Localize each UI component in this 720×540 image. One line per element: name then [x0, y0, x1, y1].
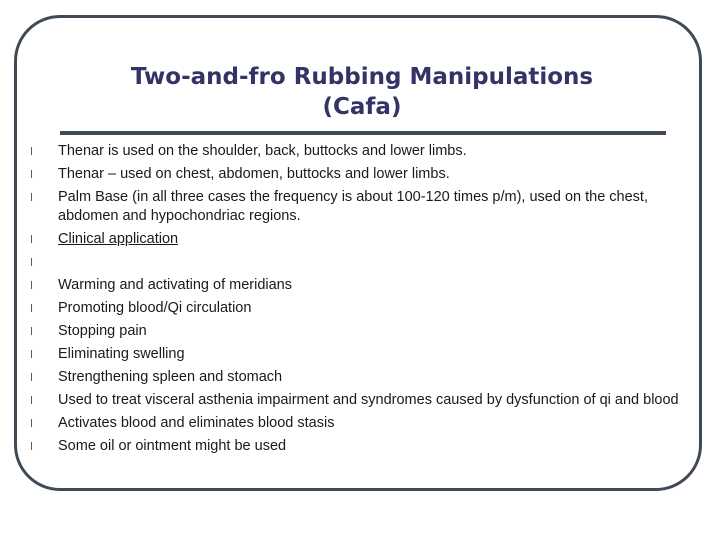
bullet-text: Thenar – used on chest, abdomen, buttocks and lower limbs.	[58, 166, 450, 182]
bullet-marker: l	[30, 191, 34, 204]
bullet-marker: l	[30, 325, 34, 338]
bullet-marker: l	[30, 348, 34, 361]
bullet-item	[30, 414, 680, 433]
bullet-item	[30, 345, 680, 364]
bullet-marker: l	[30, 440, 34, 453]
bullet-text: Activates blood and eliminates blood stasis	[58, 415, 335, 431]
bullet-marker: l	[30, 256, 34, 269]
bullet-item	[30, 230, 680, 249]
bullet-item	[30, 165, 680, 184]
bullet-item	[30, 276, 680, 295]
bullet-text: Eliminating swelling	[58, 346, 185, 362]
bullet-marker: l	[30, 279, 34, 292]
bullet-item	[30, 437, 680, 456]
bullet-text: Stopping pain	[58, 323, 147, 339]
bullet-item	[30, 299, 680, 318]
bullet-item	[30, 188, 680, 226]
bullet-list	[30, 142, 680, 460]
bullet-marker: l	[30, 371, 34, 384]
bullet-marker: l	[30, 394, 34, 407]
bullet-item	[30, 322, 680, 341]
bullet-item-empty	[30, 253, 680, 272]
bullet-text: Used to treat visceral asthenia impairment and syndromes caused by dysfunction of qi and blood	[58, 392, 679, 408]
bullet-marker: l	[30, 145, 34, 158]
bullet-item	[30, 368, 680, 387]
bullet-item	[30, 391, 680, 410]
bullet-text: Promoting blood/Qi circulation	[58, 300, 252, 316]
title-underline-rule	[60, 131, 666, 135]
bullet-marker: l	[30, 233, 34, 246]
bullet-text: Strengthening spleen and stomach	[58, 369, 283, 385]
slide-title	[60, 62, 664, 122]
bullet-text: Thenar is used on the shoulder, back, buttocks and lower limbs.	[58, 143, 467, 159]
bullet-text: Warming and activating of meridians	[58, 277, 292, 293]
bullet-marker: l	[30, 417, 34, 430]
bullet-text: Palm Base (in all three cases the frequency is about 100-120 times p/m), used on the chest, abdomen and hypochondriac regions.	[58, 189, 648, 224]
title-line-1: Two-and-fro Rubbing Manipulations	[130, 64, 594, 90]
bullet-marker: l	[30, 168, 34, 181]
bullet-item	[30, 142, 680, 161]
section-heading-clinical-application: Clinical application	[58, 231, 179, 247]
bullet-marker: l	[30, 302, 34, 315]
bullet-text: Some oil or ointment might be used	[58, 438, 287, 454]
title-line-2: (Cafa)	[322, 94, 402, 120]
